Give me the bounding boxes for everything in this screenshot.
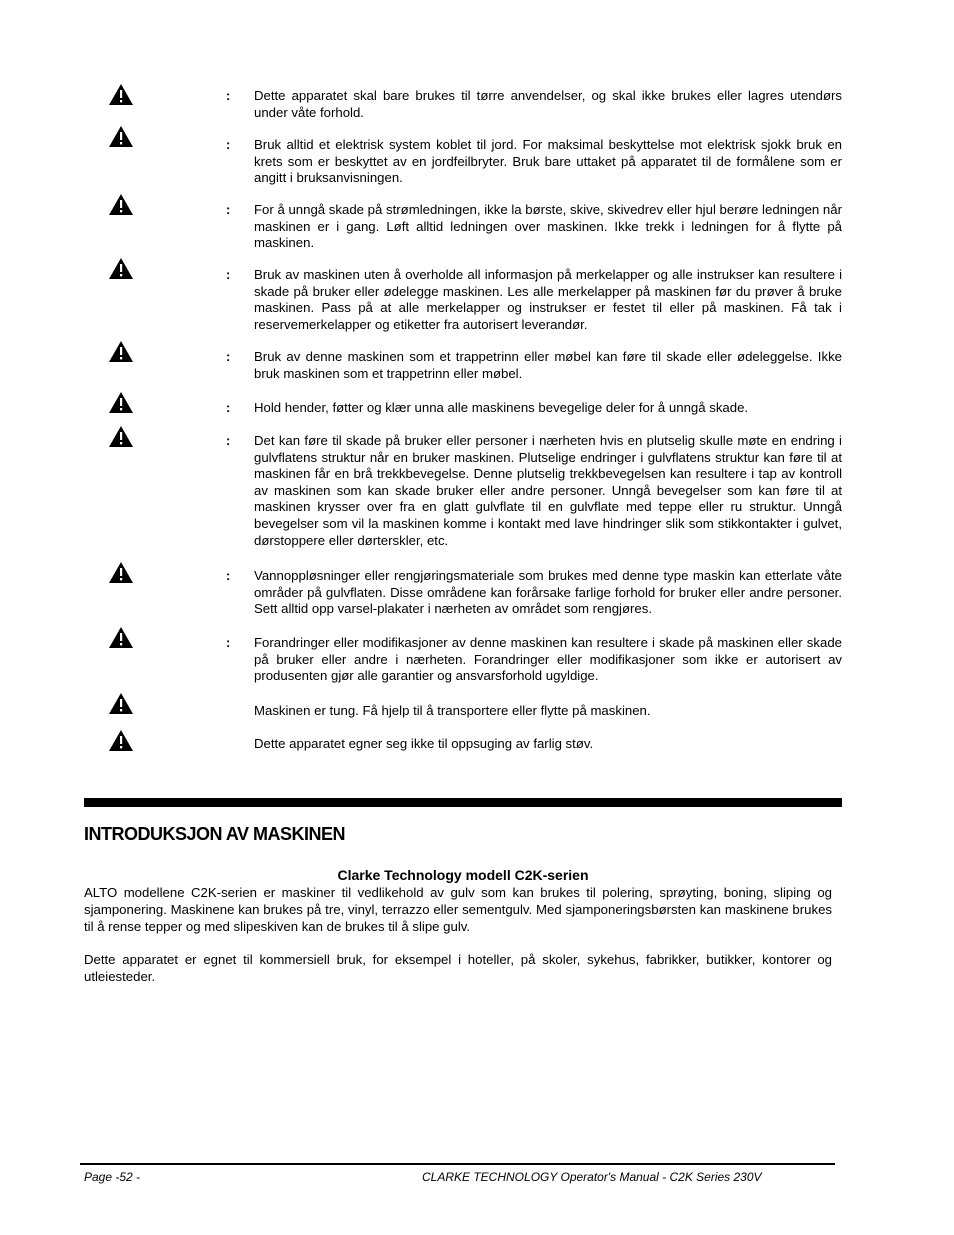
warning-triangle-icon <box>109 730 133 751</box>
footer-divider <box>80 1163 835 1165</box>
warning-colon: : <box>226 88 231 103</box>
warning-triangle-icon <box>109 392 133 413</box>
warning-text: Dette apparatet egner seg ikke til oppsuging av farlig støv. <box>254 736 594 751</box>
warning-colon: : <box>226 568 231 583</box>
section-title: INTRODUKSJON AV MASKINEN <box>84 824 346 844</box>
warning-text: Hold hender, føtter og klær unna alle maskinens bevegelige deler for å unngå skade. <box>254 400 749 415</box>
warning-colon: : <box>226 267 231 282</box>
warning-triangle-icon <box>109 84 133 105</box>
warning-text: Bruk av denne maskinen som et trappetrinn eller møbel kan føre til skade eller ødeleggelse. Ikke bruk maskinen som et trappetrinn eller møbel. <box>254 349 842 381</box>
warning-text: Det kan føre til skade på bruker eller personer i nærheten hvis en plutselig skulle møte en endring i gulvflatens struktur når en bruker maskinen. Plutselige endringer i gulvflatens struktur kan føre til at maskinen får en brå trekkbevegelse. Denne plutselig trekkbevegelsen kan resultere i tap av kontroll av maskinen som kan skade bruker eller andre personer. Unngå bevegelser som kan føre til at maskinen krysser over fra en glatt gulvflate til en gulvflate med teppe eller ru struktur. Unngå bevegelser som vil la maskinen komme i kontakt med lave hindringer slik som stikkontakter i gulvet, dørstoppere eller dørterskler, etc. <box>254 433 842 548</box>
section-divider <box>84 798 842 807</box>
warning-text: Bruk alltid et elektrisk system koblet til jord. For maksimal beskyttelse mot elektrisk sjokk bruk en krets som er beskyttet av en jordfeilbryter. Bruk bare uttaket på apparatet til de formålene som er angitt i bruksanvisningen. <box>254 137 842 186</box>
warning-text: Vannoppløsninger eller rengjøringsmateriale som brukes med denne type maskin kan etterlate våte områder på gulvflaten. Disse områdene kan forårsake farlige forhold for bruker eller andre personer. Sett alltid opp varsel-plakater i nærheten av området som rengjøres. <box>254 568 842 617</box>
warning-triangle-icon <box>109 126 133 147</box>
warning-colon: : <box>226 202 231 217</box>
warning-triangle-icon <box>109 562 133 583</box>
footer-page-number: Page -52 - <box>84 1170 141 1184</box>
warning-text: Dette apparatet skal bare brukes til tørre anvendelser, og skal ikke brukes eller lagres utendørs under våte forhold. <box>254 88 842 120</box>
warning-triangle-icon <box>109 341 133 362</box>
intro-paragraph: ALTO modellene C2K-serien er maskiner til vedlikehold av gulv som kan brukes til polering, sprøyting, boning, sliping og sjamponering. Maskinene kan brukes på tre, vinyl, terrazzo eller sementgulv. Med sjamponeringsbørsten kan maskinene brukes til å rense tepper og med slipeskiven kan de brukes til å slipe gulv. <box>84 885 832 934</box>
warning-triangle-icon <box>109 426 133 447</box>
warning-triangle-icon <box>109 194 133 215</box>
intro-paragraph: Dette apparatet er egnet til kommersiell bruk, for eksempel i hoteller, på skoler, sykehus, fabrikker, butikker, kontorer og utleiesteder. <box>84 952 832 984</box>
warning-triangle-icon <box>109 258 133 279</box>
warning-colon: : <box>226 433 231 448</box>
warning-text: For å unngå skade på strømledningen, ikke la børste, skive, skivedrev eller hjul berøre ledningen når maskinen er i gang. Løft alltid ledningen over maskinen. Ikke trekk i ledningen for å flytte på maskinen. <box>254 202 842 251</box>
warning-text: Maskinen er tung. Få hjelp til å transportere eller flytte på maskinen. <box>254 703 651 718</box>
warning-triangle-icon <box>109 693 133 714</box>
section-subtitle: Clarke Technology modell C2K-serien <box>337 867 589 883</box>
warning-text: Bruk av maskinen uten å overholde all informasjon på merkelapper og alle instrukser kan resultere i skade på bruker eller ødelegge maskinen. Les alle merkelapper på maskinen før du prøver å bruke maskinen. Pass på at alle merkelapper og instrukser er festet til eller på maskinen. Få tak i reservemerkelapper og etiketter fra autorisert leverandør. <box>254 267 842 332</box>
warning-colon: : <box>226 635 231 650</box>
warning-colon: : <box>226 349 231 364</box>
footer-manual-title: CLARKE TECHNOLOGY Operator's Manual - C2K Series 230V <box>422 1170 762 1184</box>
warning-text: Forandringer eller modifikasjoner av denne maskinen kan resultere i skade på maskinen eller skade på bruker eller andre i nærheten. Forandringer eller modifikasjoner som ikke er autorisert av produsenten gjør alle garantier og ansvarsforhold ugyldige. <box>254 635 842 684</box>
warning-colon: : <box>226 137 231 152</box>
warning-triangle-icon <box>109 627 133 648</box>
warning-colon: : <box>226 400 231 415</box>
